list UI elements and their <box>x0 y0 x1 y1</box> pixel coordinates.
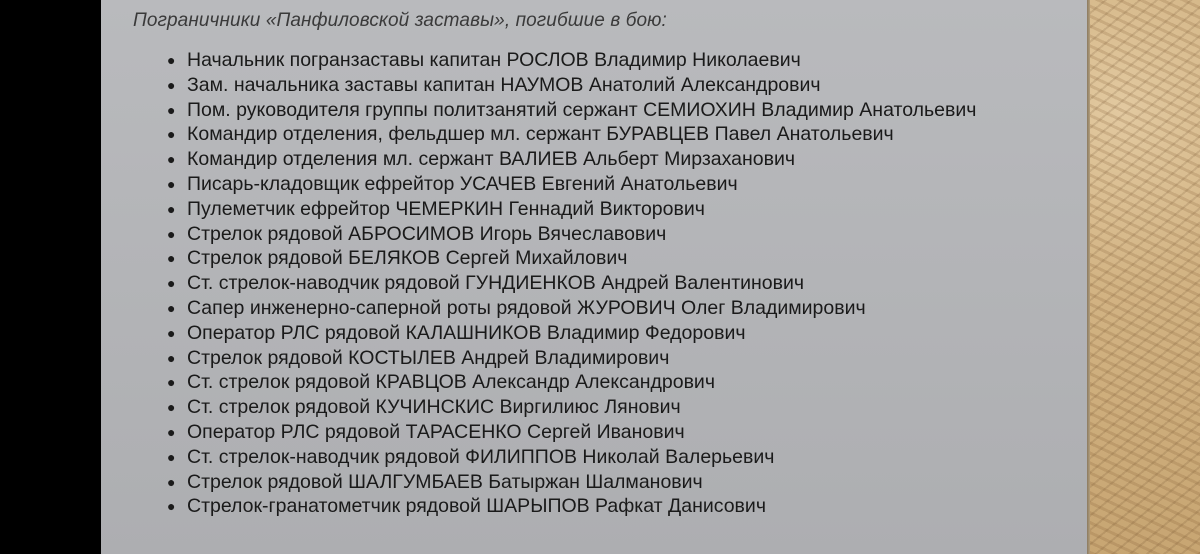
list-item-text: Стрелок рядовой АБРОСИМОВ Игорь Вячеславович <box>187 222 667 245</box>
list-item <box>165 321 1025 346</box>
list-item <box>165 197 1025 222</box>
list-heading: Пограничники «Панфиловской заставы», погибшие в бою: <box>133 10 667 31</box>
bullet-icon: ● <box>167 275 176 292</box>
list-item <box>165 172 1025 197</box>
bullet-icon: ● <box>167 76 176 93</box>
bullet-icon: ● <box>167 423 176 440</box>
list-item <box>165 296 1025 321</box>
list-item <box>165 395 1025 420</box>
bullet-icon: ● <box>167 299 176 316</box>
list-item-text: Оператор РЛС рядовой КАЛАШНИКОВ Владимир Федорович <box>187 321 746 344</box>
list-item <box>165 98 1045 123</box>
list-item-text: Пом. руководителя группы политзанятий сержант СЕМИОХИН Владимир Анатольевич <box>187 98 977 121</box>
bullet-icon: ● <box>167 250 176 267</box>
list-item-text: Ст. стрелок рядовой КУЧИНСКИС Виргилиюс Лянович <box>187 396 681 419</box>
list-item <box>165 222 1025 247</box>
slide <box>101 0 1090 554</box>
bullet-icon: ● <box>167 126 176 143</box>
bullet-icon: ● <box>167 399 176 416</box>
list-item-text: Ст. стрелок-наводчик рядовой ФИЛИППОВ Николай Валерьевич <box>187 445 775 468</box>
list-item <box>165 48 1025 73</box>
fallen-list <box>165 48 1025 519</box>
bullet-icon: ● <box>167 101 176 118</box>
list-item <box>165 122 1025 147</box>
list-item-text: Писарь-кладовщик ефрейтор УСАЧЕВ Евгений Анатольевич <box>187 172 738 195</box>
list-item <box>165 73 1025 98</box>
bullet-icon: ● <box>167 175 176 192</box>
list-item <box>165 147 1025 172</box>
bullet-icon: ● <box>167 324 176 341</box>
list-item <box>165 370 1025 395</box>
list-item-text: Оператор РЛС рядовой ТАРАСЕНКО Сергей Иванович <box>187 420 685 443</box>
bullet-icon: ● <box>167 498 176 515</box>
bullet-icon: ● <box>167 52 176 68</box>
background-texture <box>1090 0 1200 554</box>
bullet-icon: ● <box>167 349 176 366</box>
bullet-icon: ● <box>167 374 176 391</box>
list-item <box>165 246 1025 271</box>
list-item-text: Командир отделения мл. сержант ВАЛИЕВ Альберт Мирзаханович <box>187 148 796 171</box>
bullet-icon: ● <box>167 473 176 490</box>
list-item-text: Стрелок рядовой БЕЛЯКОВ Сергей Михайлович <box>187 247 628 270</box>
list-item <box>165 346 1025 371</box>
list-item-text: Стрелок рядовой ШАЛГУМБАЕВ Батыржан Шалманович <box>187 470 703 493</box>
list-item <box>165 445 1025 470</box>
list-item-text: Начальник погранзаставы капитан РОСЛОВ Владимир Николаевич <box>187 49 801 71</box>
bullet-icon: ● <box>167 151 176 168</box>
list-item <box>165 494 1025 519</box>
list-item-text: Ст. стрелок рядовой КРАВЦОВ Александр Александрович <box>187 371 715 394</box>
list-item-text: Зам. начальника заставы капитан НАУМОВ Анатолий Александрович <box>187 73 821 96</box>
bullet-icon: ● <box>167 225 176 242</box>
list-item-text: Командир отделения, фельдшер мл. сержант БУРАВЦЕВ Павел Анатольевич <box>187 123 894 146</box>
list-item <box>165 420 1025 445</box>
list-item-text: Стрелок-гранатометчик рядовой ШАРЫПОВ Рафкат Данисович <box>187 495 766 518</box>
list-item <box>165 271 1025 296</box>
bullet-icon: ● <box>167 200 176 217</box>
bullet-icon: ● <box>167 448 176 465</box>
list-item-text: Ст. стрелок-наводчик рядовой ГУНДИЕНКОВ Андрей Валентинович <box>187 272 805 295</box>
list-item-text: Сапер инженерно-саперной роты рядовой ЖУРОВИЧ Олег Владимирович <box>187 296 866 319</box>
list-item-text: Пулеметчик ефрейтор ЧЕМЕРКИН Геннадий Викторович <box>187 197 705 220</box>
list-item <box>165 470 1025 495</box>
list-item-text: Стрелок рядовой КОСТЫЛЕВ Андрей Владимирович <box>187 346 670 369</box>
